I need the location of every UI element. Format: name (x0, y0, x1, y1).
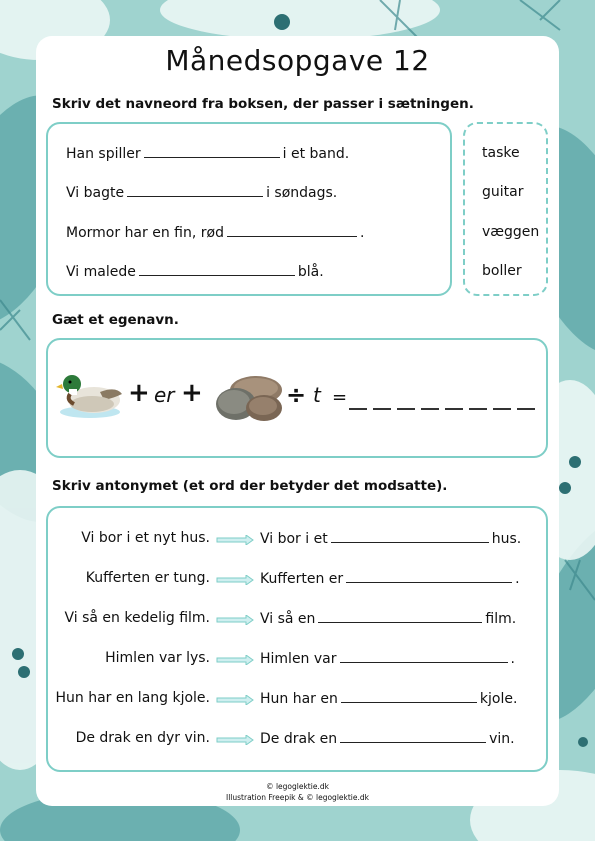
word-option: taske (482, 145, 520, 161)
answer-slot[interactable] (469, 408, 487, 410)
answer-slot[interactable] (373, 408, 391, 410)
antonym-source: De drak en dyr vin. (75, 730, 210, 746)
arrow-icon (216, 535, 254, 545)
blank-field[interactable] (139, 263, 295, 276)
blank-field[interactable] (341, 690, 477, 703)
blank-field[interactable] (127, 184, 263, 197)
arrow-icon (216, 655, 254, 665)
blank-field[interactable] (318, 610, 482, 623)
word-option: væggen (482, 224, 540, 240)
equals-sign: = (332, 387, 348, 408)
antonym-source: Vi bor i et nyt hus. (81, 530, 210, 546)
antonym-source: Vi så en kedelig film. (64, 610, 210, 626)
antonym-target: Vi så en film. (260, 611, 517, 627)
blank-field[interactable] (340, 650, 508, 663)
arrow-icon (216, 695, 254, 705)
word-option: guitar (482, 184, 524, 200)
arrow-icon (216, 735, 254, 745)
blank-field[interactable] (144, 145, 280, 158)
section3-instruction: Skriv antonymet (et ord der betyder det modsatte). (52, 478, 448, 494)
antonym-source: Himlen var lys. (105, 650, 210, 666)
arrow-icon (216, 575, 254, 585)
arrow-icon (216, 615, 254, 625)
answer-slot[interactable] (397, 408, 415, 410)
antonym-target: Hun har en kjole. (260, 691, 518, 707)
footer-credits: Illustration Freepik & © legoglektie.dk (226, 793, 369, 802)
section2-instruction: Gæt et egenavn. (52, 312, 179, 328)
antonym-target: Himlen var . (260, 651, 515, 667)
blank-field[interactable] (331, 530, 489, 543)
sentence-1: Han spiller i et band. (66, 146, 350, 162)
section1-instruction: Skriv det navneord fra boksen, der passer i sætningen. (52, 96, 474, 112)
sentence-4: Vi malede blå. (66, 264, 324, 280)
page-title: Månedsopgave 12 (165, 44, 430, 77)
sentence-3: Mormor har en fin, rød . (66, 225, 365, 241)
answer-slot[interactable] (445, 408, 463, 410)
duck-icon (56, 368, 124, 420)
answer-slot[interactable] (517, 408, 535, 410)
antonym-target: Vi bor i et hus. (260, 531, 522, 547)
answer-slot[interactable] (493, 408, 511, 410)
answer-slot[interactable] (421, 408, 439, 410)
blank-field[interactable] (340, 730, 486, 743)
antonym-source: Hun har en lang kjole. (55, 690, 210, 706)
antonym-source: Kufferten er tung. (85, 570, 210, 586)
blank-field[interactable] (227, 224, 357, 237)
antonym-target: De drak en vin. (260, 731, 515, 747)
sentence-2: Vi bagte i søndags. (66, 185, 338, 201)
footer-copyright: © legoglektie.dk (266, 782, 329, 791)
divide-sign: ÷ (286, 381, 307, 409)
blank-field[interactable] (346, 570, 512, 583)
word-option: boller (482, 263, 522, 279)
plus-sign: + (128, 378, 150, 408)
rebus-text-er: er (154, 383, 175, 407)
rebus-text-t: t (313, 383, 321, 407)
plus-sign: + (181, 378, 203, 408)
antonym-target: Kufferten er . (260, 571, 520, 587)
answer-slot[interactable] (349, 408, 367, 410)
stones-icon (210, 368, 286, 424)
